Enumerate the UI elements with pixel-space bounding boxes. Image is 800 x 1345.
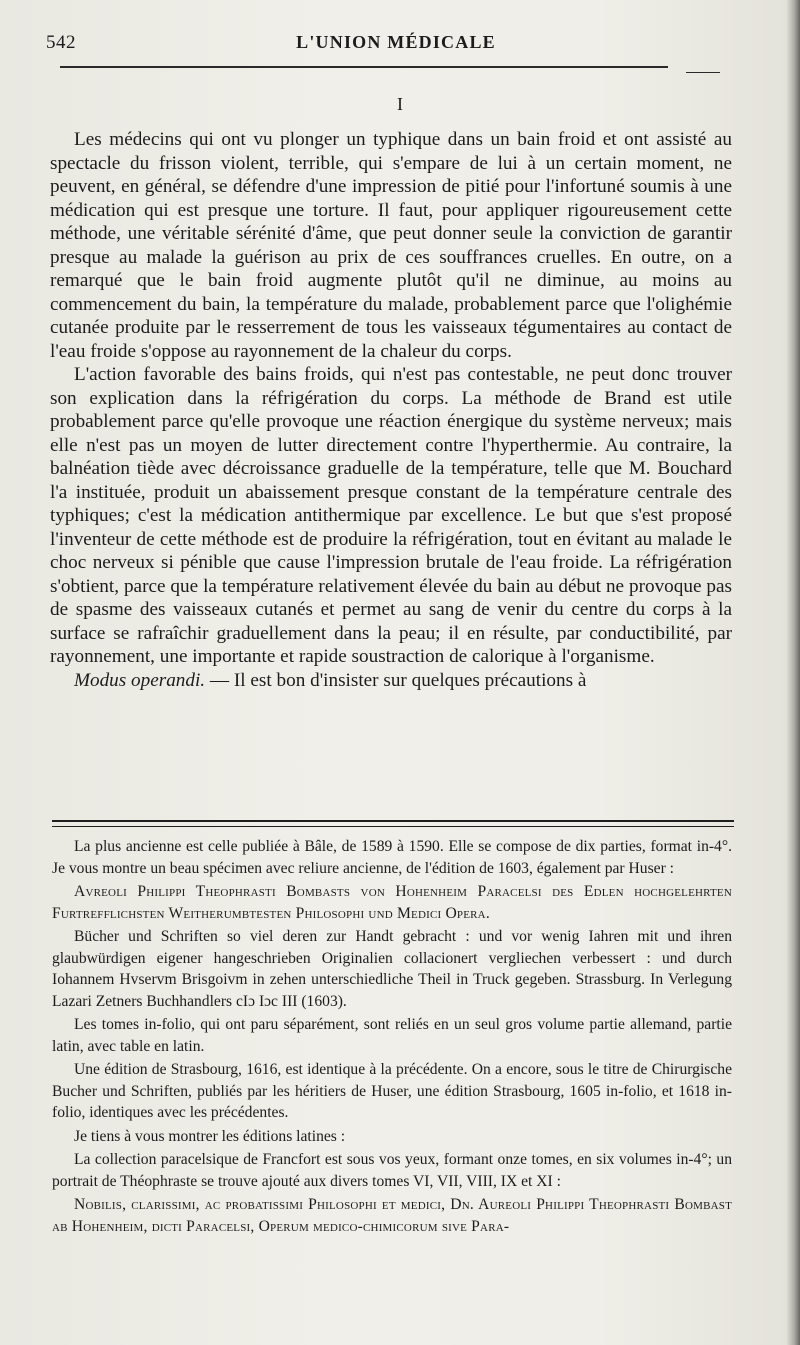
footnote-in-folio-volumes: Les tomes in-folio, qui ont paru séparément, sont reliés en un seul gros volume partie allemand, partie latin, avec table en latin. [52, 1016, 732, 1055]
footnote-frankfurt-collection: La collection paracelsique de Francfort est sous vos yeux, formant onze tomes, en six volumes in-4°; un portrait de Théophraste se trouve ajouté aux divers tomes VI, VII, VIII, IX et XI : [52, 1151, 732, 1190]
book-spine-shadow [786, 0, 800, 1345]
running-header [46, 30, 746, 60]
footnotes [52, 836, 732, 1239]
paragraph-cold-baths: Les médecins qui ont vu plonger un typhique dans un bain froid et ont assisté au spectacle du frisson violent, terrible, qui s'empare de lui à un certain moment, ne peuvent, en général, se défendre d'une impression de pitié pour l'infortuné soumis à une médication qui est presque une torture. Il faut, pour appliquer rigoureusement cette méthode, une véritable sérénité d'âme, que peut donner seule la conviction de garantir presque au malade la guérison au prix de ces souffrances cruelles. En outre, on a remarqué que le bain froid augmente plutôt qu'il ne diminue, au moins au commencement du bain, la température du malade, probablement parce que l'olighémie cutanée produite par le resserrement de tous les vaisseaux tégumentaires au contact de l'eau froide s'oppose au rayonnement de la chaleur du corps. [50, 129, 732, 362]
page-number: 542 [46, 32, 76, 53]
modus-operandi-heading: Modus operandi. [74, 669, 206, 691]
footnote-separator [52, 820, 734, 827]
footnote-opera-title: Avreoli Philippi Theophrasti Bombasts von Hohenheim Paracelsi des Edlen hochgelehrten Furtrefflichsten Weitherumbtesten Philosophi und Medici Opera. [52, 883, 732, 922]
header-rule-short [686, 72, 720, 73]
footnote-strasbourg-edition: Une édition de Strasbourg, 1616, est identique à la précédente. On a encore, sous le titre de Chirurgische Bucher und Schriften, publiés par les héritiers de Huser, une édition Strasbourg, 1605 in-folio, et 1618 in-folio, identiques avec les précédentes. [52, 1061, 732, 1121]
main-text [50, 128, 732, 692]
section-numeral: I [397, 94, 403, 114]
header-rule [60, 66, 668, 68]
footnote-latin-editions: Je tiens à vous montrer les éditions latines : [74, 1127, 346, 1145]
paragraph-modus-operandi [50, 669, 732, 693]
footnote-basel-edition: La plus ancienne est celle publiée à Bâle, de 1589 à 1590. Elle se compose de dix parties, format in-4°. Je vous montre un beau spécimen avec reliure ancienne, de l'édition de 1603, également par Huser : [52, 838, 732, 877]
journal-title: L'UNION MÉDICALE [296, 32, 496, 52]
paragraph-refrigeration: L'action favorable des bains froids, qui n'est pas contestable, ne peut donc trouver son explication dans la réfrigération du corps. La méthode de Brand est utile probablement parce qu'elle provoque une réaction énergique du système nerveux; mais elle n'est pas un moyen de lutter directement contre l'hyperthermie. Au contraire, la balnéation tiède avec décroissance graduelle de la température, telle que M. Bouchard l'a instituée, produit un abaissement presque constant de la température centrale des typhiques; c'est la médication antithermique par excellence. Le but que s'est proposé l'inventeur de cette méthode est de produire la réfrigération, tout en évitant au malade le choc nerveux si pénible que cause l'impression brutale de l'eau froide. La réfrigération s'obtient, parce que la température relativement élevée du bain au début ne provoque pas de spasme des vaisseaux cutanés et permet au sang de venir du centre du corps à la surface se rafraîchir graduellement dans la peau; il en résulte, par conductibilité, par rayonnement, une importante et rapide soustraction de calorique à l'organisme. [50, 364, 732, 667]
modus-operandi-text: — Il est bon d'insister sur quelques précautions à [205, 669, 587, 691]
footnote-nobilis-title: Nobilis, clarissimi, ac probatissimi Philosophi et medici, Dn. Aureoli Philippi Theophrasti Bombast ab Hohenheim, dicti Paracelsi, Operum medico-chimicorum sive Para- [52, 1196, 732, 1235]
footnote-bucher-schriften: Bücher und Schriften so viel deren zur Handt gebracht : und vor wenig Iahren mit und ihren glaubwürdigen eigener hangeschrieben Originalien collacionert vergliechen verbessert : und durch Iohannem Hvservm Brisgoivm in zehen unterschiedliche Theil in Truck gegeben. Strassburg. In Verlegung Lazari Zetners Buchhandlers cIɔ Iɔc III (1603). [52, 928, 732, 1010]
